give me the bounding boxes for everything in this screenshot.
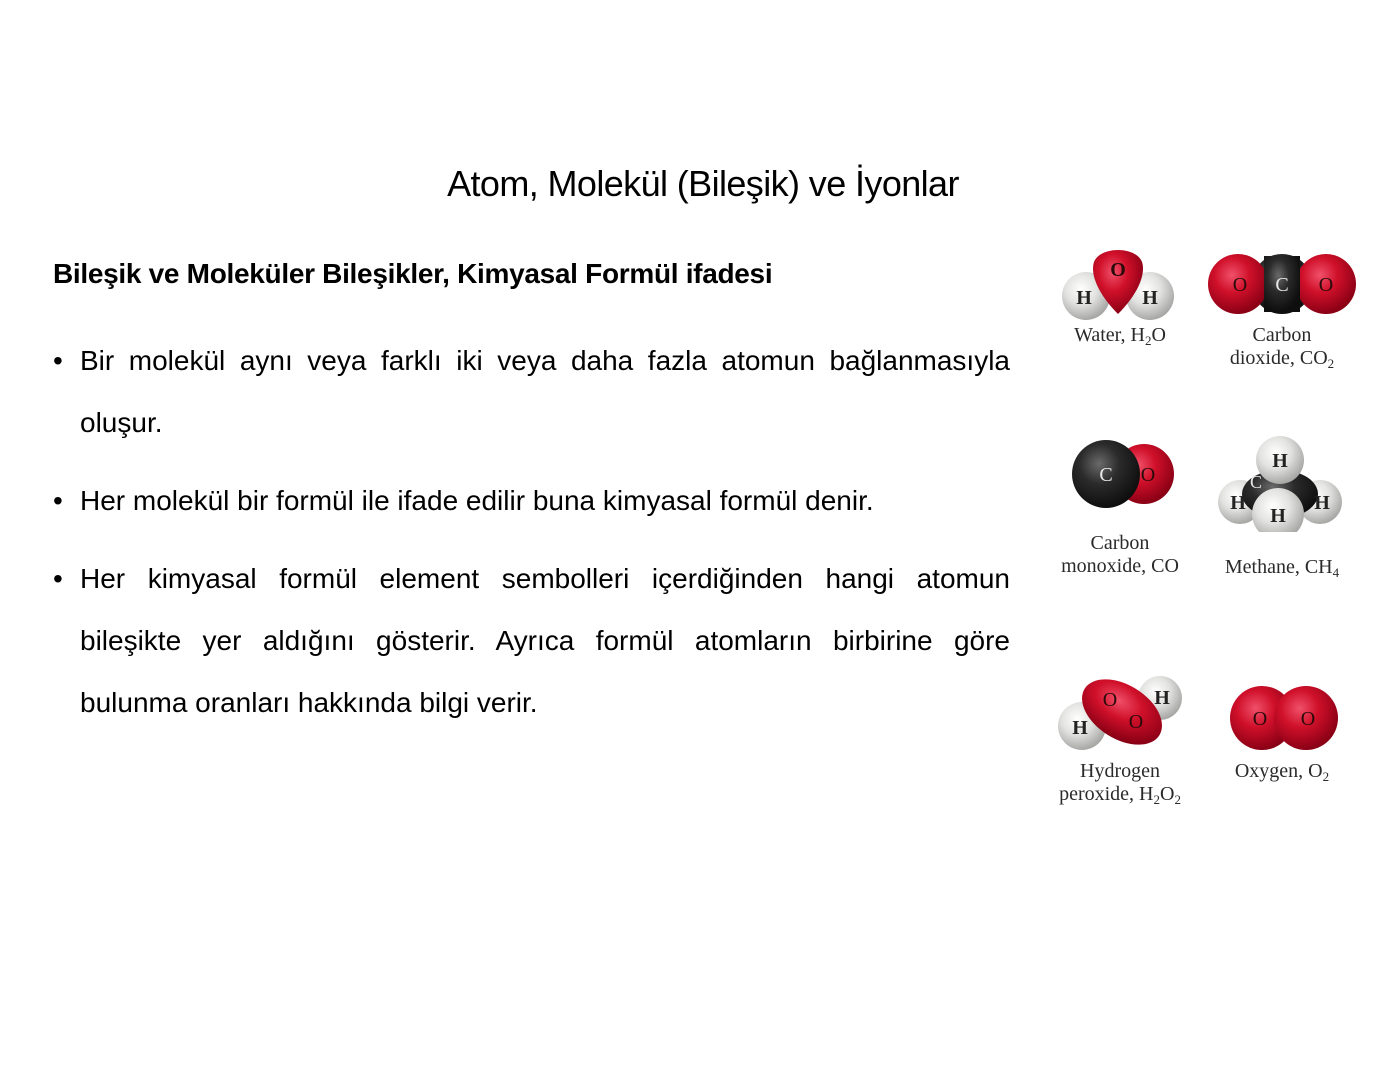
svg-text:O: O	[1232, 274, 1248, 296]
caption-carbon-dioxide: Carbon dioxide, $CO_2$	[1229, 324, 1335, 371]
section-heading: Bileşik ve Moleküler Bileşikler, Kimyasal Formül ifadesi	[53, 258, 773, 289]
caption-hydrogen-peroxide: Hydrogen peroxide, $H_2O_2$	[1059, 760, 1181, 807]
bullet-item: • Her kimyasal formül element sembolleri içerdiğinden hangi atomun bileşikte yer aldığını gösterir. Ayrıca formül atomların birbirine göre bulunma oranları hakkında bilgi verir.	[53, 548, 1010, 734]
caption-methane: Methane, $CH_4$	[1224, 556, 1340, 580]
bullet-item: • Her molekül bir formül ile ifade edilir buna kimyasal formül denir.	[53, 470, 1010, 532]
svg-text:O: O	[1140, 464, 1156, 486]
molecule-water	[1040, 236, 1200, 347]
bullet-item: • Bir molekül aynı veya farklı iki veya daha fazla atomun bağlanmasıyla oluşur.	[53, 330, 1010, 454]
molecule-methane	[1202, 432, 1362, 579]
water-molecule-icon	[1040, 236, 1200, 324]
svg-text:H: H	[1230, 492, 1246, 514]
svg-text:O: O	[1252, 708, 1268, 730]
svg-text:H: H	[1076, 287, 1092, 309]
svg-text:O: O	[1128, 711, 1144, 733]
methane-molecule-icon	[1202, 432, 1362, 532]
svg-text:H: H	[1272, 450, 1288, 472]
svg-text:O: O	[1300, 708, 1316, 730]
molecule-carbon-monoxide	[1040, 432, 1200, 578]
svg-text:H: H	[1154, 687, 1170, 709]
svg-text:C: C	[1249, 472, 1263, 492]
caption-carbon-monoxide: Carbon monoxide, CO	[1061, 532, 1179, 577]
svg-text:C: C	[1275, 274, 1289, 296]
svg-text:H: H	[1142, 287, 1158, 309]
svg-text:H: H	[1072, 717, 1088, 739]
svg-text:H: H	[1270, 505, 1286, 527]
hydrogen-peroxide-molecule-icon	[1040, 670, 1200, 760]
svg-text:H: H	[1314, 492, 1330, 514]
bullet-list	[53, 330, 1010, 750]
molecule-oxygen	[1202, 670, 1362, 783]
carbon-dioxide-molecule-icon	[1202, 236, 1362, 324]
caption-water: Water, $H_2O$	[1074, 324, 1166, 348]
svg-text:O: O	[1318, 274, 1334, 296]
carbon-monoxide-molecule-icon	[1040, 432, 1200, 532]
slide-title: Atom, Molekül (Bileşik) ve İyonlar	[447, 163, 959, 204]
molecule-hydrogen-peroxide	[1040, 670, 1200, 806]
caption-oxygen: Oxygen, $O_2$	[1234, 760, 1330, 784]
svg-text:C: C	[1099, 464, 1113, 486]
svg-text:O: O	[1110, 259, 1126, 281]
oxygen-molecule-icon	[1202, 670, 1362, 760]
svg-text:O: O	[1102, 689, 1118, 711]
molecule-carbon-dioxide	[1202, 236, 1362, 370]
